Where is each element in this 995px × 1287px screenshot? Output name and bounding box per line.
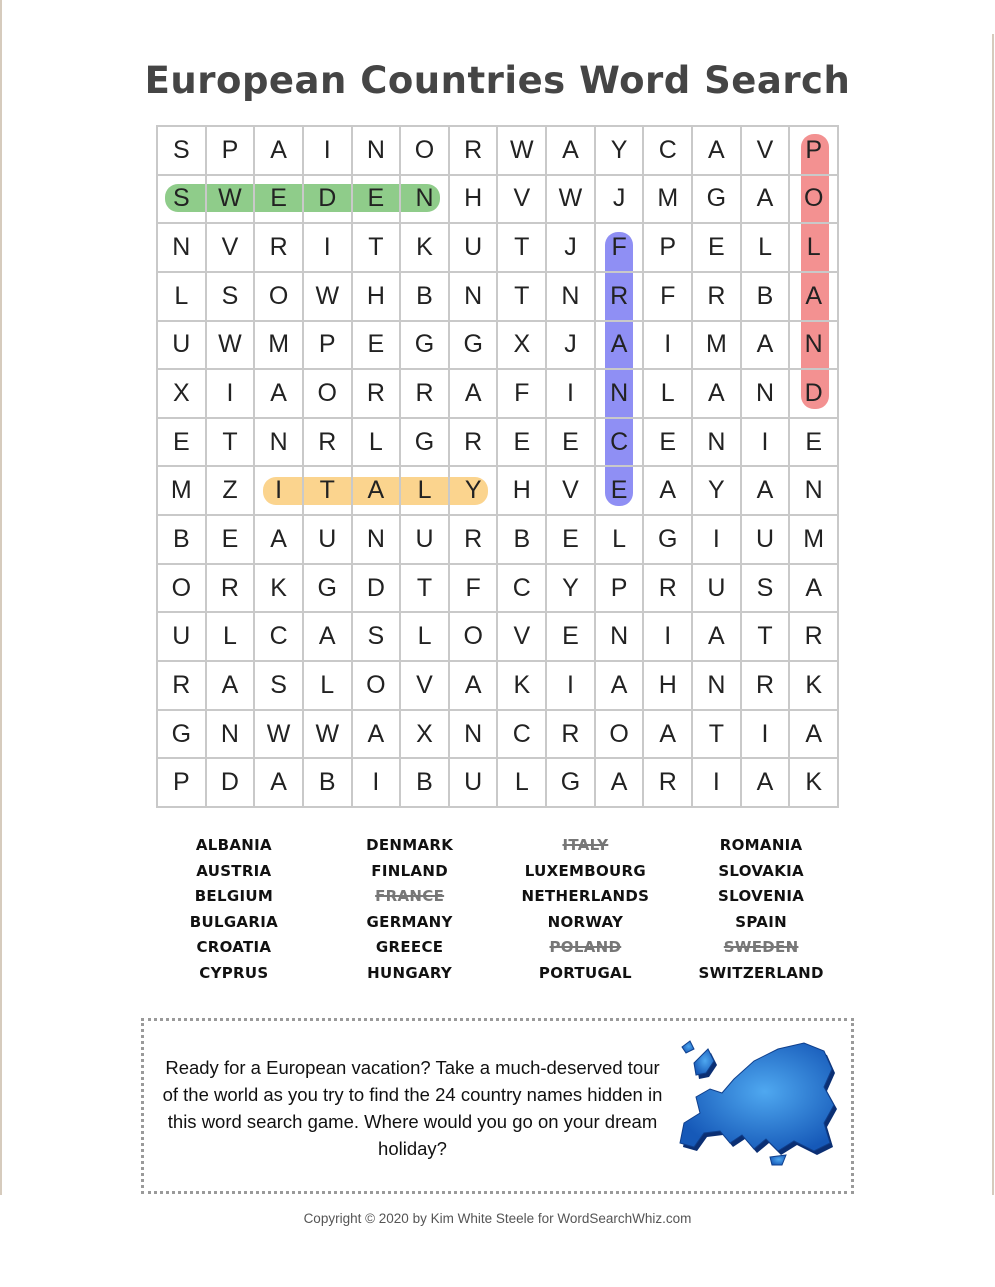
letter-grid	[156, 125, 839, 808]
grid-cell[interactable]: E	[693, 224, 742, 273]
grid-cell[interactable]: X	[158, 370, 207, 419]
grid-cell[interactable]: N	[596, 370, 645, 419]
grid-cell[interactable]: A	[596, 662, 645, 711]
grid-cell[interactable]: L	[498, 759, 547, 808]
grid-cell[interactable]: R	[450, 127, 499, 176]
grid-cell[interactable]: A	[693, 613, 742, 662]
grid-cell[interactable]: K	[401, 224, 450, 273]
grid-cell[interactable]: J	[547, 224, 596, 273]
info-box	[141, 1018, 854, 1194]
grid-cell[interactable]: S	[353, 613, 402, 662]
grid-cell[interactable]: S	[742, 565, 791, 614]
word-list-item: FRANCE	[375, 887, 445, 906]
grid-cell[interactable]: C	[596, 419, 645, 468]
word-list-item: FINLAND	[371, 861, 448, 880]
grid-cell[interactable]: T	[742, 613, 791, 662]
grid-cell[interactable]: F	[596, 224, 645, 273]
grid-cell[interactable]: N	[353, 516, 402, 565]
grid-cell[interactable]: N	[742, 370, 791, 419]
grid-cell[interactable]: A	[693, 127, 742, 176]
grid-cell[interactable]: A	[255, 516, 304, 565]
grid-cell[interactable]: P	[158, 759, 207, 808]
grid-cell[interactable]: W	[207, 322, 256, 371]
grid-cell[interactable]: G	[644, 516, 693, 565]
grid-cell[interactable]: O	[255, 273, 304, 322]
grid-cell[interactable]: K	[498, 662, 547, 711]
grid-cell[interactable]: W	[498, 127, 547, 176]
grid-cell[interactable]: O	[790, 176, 839, 225]
grid-cell[interactable]: U	[158, 613, 207, 662]
grid-cell[interactable]: Y	[693, 467, 742, 516]
grid-cell[interactable]: B	[401, 759, 450, 808]
grid-cell[interactable]: Y	[596, 127, 645, 176]
grid-cell[interactable]: R	[450, 419, 499, 468]
grid-cell[interactable]: T	[401, 565, 450, 614]
grid-cell[interactable]: A	[742, 176, 791, 225]
grid-cell[interactable]: R	[644, 565, 693, 614]
grid-cell[interactable]: C	[255, 613, 304, 662]
grid-cell[interactable]: W	[304, 273, 353, 322]
grid-cell[interactable]: N	[693, 419, 742, 468]
grid-cell[interactable]: C	[498, 565, 547, 614]
word-list-item: DENMARK	[366, 836, 454, 854]
word-list-column	[146, 833, 322, 987]
grid-cell[interactable]: H	[644, 662, 693, 711]
grid-cell[interactable]: G	[693, 176, 742, 225]
word-list-item: CROATIA	[196, 938, 272, 957]
info-text: Ready for a European vacation? Take a much-deserved tour of the world as you try to find the 24 country names hidden in this word search game. Where would you go on your dream holiday?	[162, 1057, 663, 1159]
grid-cell[interactable]: N	[450, 273, 499, 322]
word-list-item: SWEDEN	[723, 938, 799, 957]
grid-cell[interactable]: L	[304, 662, 353, 711]
grid-cell[interactable]: S	[158, 127, 207, 176]
grid-cell[interactable]: I	[742, 711, 791, 760]
grid-cell[interactable]: U	[304, 516, 353, 565]
grid-cell[interactable]: R	[790, 613, 839, 662]
grid-cell[interactable]: R	[353, 370, 402, 419]
grid-cell[interactable]: G	[450, 322, 499, 371]
grid-cell[interactable]: U	[742, 516, 791, 565]
grid-cell[interactable]: B	[304, 759, 353, 808]
word-list-item: CYPRUS	[199, 963, 269, 982]
grid-cell[interactable]: H	[353, 273, 402, 322]
grid-cell[interactable]: T	[207, 419, 256, 468]
grid-cell[interactable]: E	[353, 176, 402, 225]
grid-cell[interactable]: I	[547, 662, 596, 711]
grid-cell[interactable]: R	[304, 419, 353, 468]
word-list-column	[322, 833, 498, 987]
grid-cell[interactable]: N	[255, 419, 304, 468]
grid-cell[interactable]: T	[304, 467, 353, 516]
grid-cell[interactable]: I	[353, 759, 402, 808]
grid-cell[interactable]: G	[401, 322, 450, 371]
grid-cell[interactable]: I	[693, 516, 742, 565]
grid-cell[interactable]: O	[596, 711, 645, 760]
grid-cell[interactable]: L	[596, 516, 645, 565]
grid-cell[interactable]: X	[498, 322, 547, 371]
grid-cell[interactable]: N	[353, 127, 402, 176]
grid-cell[interactable]: P	[596, 565, 645, 614]
grid-cell[interactable]: S	[158, 176, 207, 225]
grid-cell[interactable]: I	[304, 224, 353, 273]
grid-cell[interactable]: E	[547, 613, 596, 662]
grid-cell[interactable]: L	[158, 273, 207, 322]
word-list-item: AUSTRIA	[196, 861, 272, 880]
grid-cell[interactable]: T	[353, 224, 402, 273]
grid-cell[interactable]: I	[644, 613, 693, 662]
grid-cell[interactable]: J	[596, 176, 645, 225]
grid-cell[interactable]: W	[255, 711, 304, 760]
word-list-item: PORTUGAL	[538, 963, 632, 982]
word-list-item: HUNGARY	[367, 963, 453, 982]
grid-cell[interactable]: A	[644, 467, 693, 516]
grid-cell[interactable]: M	[158, 467, 207, 516]
grid-cell[interactable]: N	[596, 613, 645, 662]
grid-cell[interactable]: H	[498, 467, 547, 516]
grid-cell[interactable]: I	[693, 759, 742, 808]
grid-cell[interactable]: D	[790, 370, 839, 419]
grid-cell[interactable]: M	[255, 322, 304, 371]
grid-cell[interactable]: A	[790, 711, 839, 760]
grid-cell[interactable]: T	[693, 711, 742, 760]
grid-cell[interactable]: R	[450, 516, 499, 565]
grid-cell[interactable]: Y	[547, 565, 596, 614]
page-title: European Countries Word Search	[144, 58, 851, 102]
grid-cell[interactable]: D	[353, 565, 402, 614]
grid-cell[interactable]: G	[401, 419, 450, 468]
grid-cell[interactable]: O	[353, 662, 402, 711]
grid-cell[interactable]: Z	[207, 467, 256, 516]
word-list-item: ALBANIA	[195, 836, 272, 854]
grid-cell[interactable]: A	[742, 759, 791, 808]
grid-cell[interactable]: G	[547, 759, 596, 808]
grid-cell[interactable]: P	[304, 322, 353, 371]
grid-cell[interactable]: R	[596, 273, 645, 322]
grid-cell[interactable]: O	[450, 613, 499, 662]
grid-cell[interactable]: S	[255, 662, 304, 711]
grid-cell[interactable]: L	[644, 370, 693, 419]
grid-cell[interactable]: L	[742, 224, 791, 273]
grid-cell[interactable]: U	[450, 759, 499, 808]
grid-cell[interactable]: U	[158, 322, 207, 371]
grid-cell[interactable]: V	[498, 176, 547, 225]
europe-map-icon	[674, 1039, 842, 1177]
grid-cell[interactable]: O	[158, 565, 207, 614]
grid-cell[interactable]: L	[401, 467, 450, 516]
word-list-item: GERMANY	[366, 912, 453, 931]
grid-cell[interactable]: E	[596, 467, 645, 516]
word-list-column	[498, 833, 674, 987]
word-list-item: BULGARIA	[189, 912, 278, 931]
grid-cell[interactable]: A	[255, 370, 304, 419]
grid-cell[interactable]: E	[790, 419, 839, 468]
grid-cell[interactable]: E	[158, 419, 207, 468]
grid-cell[interactable]: I	[255, 467, 304, 516]
grid-cell[interactable]: E	[353, 322, 402, 371]
grid-cell[interactable]: A	[353, 711, 402, 760]
grid-cell[interactable]: A	[255, 127, 304, 176]
word-list-item: NETHERLANDS	[521, 887, 650, 906]
grid-cell[interactable]: R	[207, 565, 256, 614]
grid-cell[interactable]: A	[742, 467, 791, 516]
grid-cell[interactable]: A	[255, 759, 304, 808]
grid-cell[interactable]: N	[790, 322, 839, 371]
grid-cell[interactable]: P	[644, 224, 693, 273]
grid-cell[interactable]: P	[790, 127, 839, 176]
grid-cell[interactable]: C	[644, 127, 693, 176]
grid-cell[interactable]: N	[450, 711, 499, 760]
grid-cell[interactable]: W	[207, 176, 256, 225]
grid-cell[interactable]: X	[401, 711, 450, 760]
word-search-grid-area	[156, 125, 839, 808]
grid-cell[interactable]: L	[207, 613, 256, 662]
grid-cell[interactable]: D	[207, 759, 256, 808]
word-list-item: BELGIUM	[194, 887, 274, 906]
grid-cell[interactable]: A	[790, 565, 839, 614]
grid-cell[interactable]: I	[207, 370, 256, 419]
word-list-item: LUXEMBOURG	[524, 861, 646, 880]
word-list-item: SLOVAKIA	[718, 861, 804, 880]
grid-cell[interactable]: I	[547, 370, 596, 419]
grid-cell[interactable]: G	[304, 565, 353, 614]
grid-cell[interactable]: V	[498, 613, 547, 662]
grid-cell[interactable]: V	[207, 224, 256, 273]
grid-cell[interactable]: F	[498, 370, 547, 419]
grid-cell[interactable]: L	[353, 419, 402, 468]
grid-cell[interactable]: S	[207, 273, 256, 322]
grid-cell[interactable]: K	[790, 759, 839, 808]
grid-cell[interactable]: U	[693, 565, 742, 614]
grid-cell[interactable]: V	[547, 467, 596, 516]
grid-cell[interactable]: U	[450, 224, 499, 273]
word-list	[146, 833, 849, 987]
grid-cell[interactable]: A	[353, 467, 402, 516]
word-list-item: POLAND	[549, 938, 622, 957]
grid-cell[interactable]: W	[547, 176, 596, 225]
grid-cell[interactable]: F	[450, 565, 499, 614]
grid-cell[interactable]: R	[158, 662, 207, 711]
grid-cell[interactable]: A	[596, 759, 645, 808]
grid-cell[interactable]: E	[644, 419, 693, 468]
grid-cell[interactable]: T	[498, 224, 547, 273]
grid-cell[interactable]: P	[207, 127, 256, 176]
grid-cell[interactable]: V	[742, 127, 791, 176]
grid-cell[interactable]: R	[547, 711, 596, 760]
grid-cell[interactable]: A	[547, 127, 596, 176]
grid-cell[interactable]: C	[498, 711, 547, 760]
grid-cell[interactable]: B	[742, 273, 791, 322]
grid-cell[interactable]: M	[790, 516, 839, 565]
word-list-item: GREECE	[375, 938, 444, 957]
grid-cell[interactable]: G	[158, 711, 207, 760]
grid-cell[interactable]: O	[304, 370, 353, 419]
grid-cell[interactable]: Y	[450, 467, 499, 516]
grid-cell[interactable]: N	[158, 224, 207, 273]
grid-cell[interactable]: A	[790, 273, 839, 322]
grid-cell[interactable]: I	[304, 127, 353, 176]
grid-cell[interactable]: F	[644, 273, 693, 322]
grid-cell[interactable]: M	[644, 176, 693, 225]
grid-cell[interactable]: R	[401, 370, 450, 419]
word-list-item: SLOVENIA	[718, 887, 805, 906]
grid-cell[interactable]: N	[693, 662, 742, 711]
grid-cell[interactable]: K	[790, 662, 839, 711]
copyright-text: Copyright © 2020 by Kim White Steele for WordSearchWhiz.com	[303, 1211, 692, 1226]
grid-cell[interactable]: E	[255, 176, 304, 225]
grid-cell[interactable]: A	[742, 322, 791, 371]
grid-cell[interactable]: R	[693, 273, 742, 322]
grid-cell[interactable]: O	[401, 127, 450, 176]
grid-cell[interactable]: A	[304, 613, 353, 662]
grid-cell[interactable]: W	[304, 711, 353, 760]
grid-cell[interactable]: D	[304, 176, 353, 225]
grid-cell[interactable]: R	[644, 759, 693, 808]
grid-cell[interactable]: A	[450, 662, 499, 711]
grid-cell[interactable]: R	[742, 662, 791, 711]
grid-cell[interactable]: B	[158, 516, 207, 565]
grid-cell[interactable]: R	[255, 224, 304, 273]
grid-cell[interactable]: V	[401, 662, 450, 711]
grid-cell[interactable]: B	[498, 516, 547, 565]
page-edge-left	[0, 0, 2, 1195]
grid-cell[interactable]: E	[547, 516, 596, 565]
word-list-column	[673, 833, 849, 987]
grid-cell[interactable]: I	[644, 322, 693, 371]
grid-cell[interactable]: N	[401, 176, 450, 225]
grid-cell[interactable]: I	[742, 419, 791, 468]
grid-cell[interactable]: N	[547, 273, 596, 322]
word-list-item: NORWAY	[547, 912, 624, 931]
grid-cell[interactable]: L	[401, 613, 450, 662]
grid-cell[interactable]: A	[450, 370, 499, 419]
grid-cell[interactable]: A	[644, 711, 693, 760]
grid-cell[interactable]: T	[498, 273, 547, 322]
grid-cell[interactable]: K	[255, 565, 304, 614]
word-list-item: SPAIN	[735, 912, 787, 931]
grid-cell[interactable]: H	[450, 176, 499, 225]
grid-cell[interactable]: N	[790, 467, 839, 516]
grid-cell[interactable]: B	[401, 273, 450, 322]
word-list-item: ITALY	[562, 836, 609, 854]
word-list-item: ROMANIA	[719, 836, 803, 854]
grid-cell[interactable]: L	[790, 224, 839, 273]
grid-cell[interactable]: A	[596, 322, 645, 371]
page-edge-right	[992, 34, 994, 1195]
grid-cell[interactable]: U	[401, 516, 450, 565]
grid-cell[interactable]: A	[693, 370, 742, 419]
grid-cell[interactable]: E	[547, 419, 596, 468]
grid-cell[interactable]: M	[693, 322, 742, 371]
grid-cell[interactable]: J	[547, 322, 596, 371]
grid-cell[interactable]: N	[207, 711, 256, 760]
word-list-item: SWITZERLAND	[698, 963, 824, 982]
grid-cell[interactable]: E	[207, 516, 256, 565]
grid-cell[interactable]: A	[207, 662, 256, 711]
grid-cell[interactable]: E	[498, 419, 547, 468]
